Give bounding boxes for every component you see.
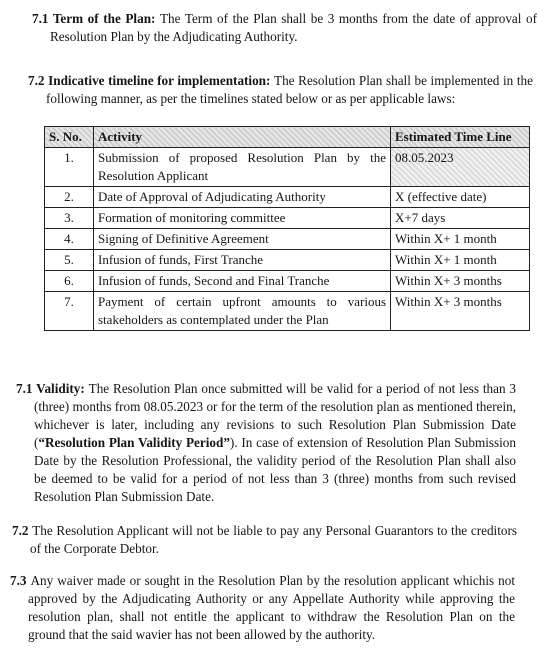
section-text: The Term of the Plan shall be 3 months from the date of approval of Resolution Plan by the Adjudicating Authority. — [50, 11, 537, 44]
table-row — [45, 187, 530, 208]
term-of-plan-paragraph — [32, 10, 537, 46]
section-text: The Resolution Applicant will not be liable to pay any Personal Guarantors to the creditors of the Corporate Debtor. — [30, 523, 518, 556]
table-row — [45, 250, 530, 271]
section-text-continued: ). In case of extension of Resolution Plan Submission Date by the Resolution Professional, the validity period of the Resolution Plan shall also be deemed to be valid for a period of not less than 3 (three) months from such revised Resolution Plan Submission Date. — [34, 435, 516, 504]
section-heading: Term of the Plan: — [52, 11, 160, 26]
section-heading: Validity: — [36, 381, 89, 396]
section-number: 7.2 — [28, 73, 49, 88]
section-number: 7.3 — [10, 573, 31, 588]
validity-paragraph — [16, 380, 516, 506]
table-row — [45, 292, 530, 331]
row-activity: Infusion of funds, Second and Final Tranche — [94, 271, 391, 292]
waiver-paragraph — [10, 572, 515, 644]
implementation-timeline-table — [44, 126, 530, 331]
section-number: 7.1 — [32, 11, 53, 26]
section-number: 7.2 — [12, 523, 33, 538]
row-time: Within X+ 1 month — [391, 229, 530, 250]
section-text: Any waiver made or sought in the Resolution Plan by the resolution applicant whichis not approved by the Adjudicating Authority or any Appellate Authority while approving the resolution plan, shall not entitle the applicant to withdraw the Resolution Plan on the ground that the said wavier has not been allowed by the authority. — [28, 573, 515, 642]
table-row — [45, 271, 530, 292]
row-time: X (effective date) — [391, 187, 530, 208]
section-number: 7.1 — [16, 381, 37, 396]
row-time: 08.05.2023 — [391, 148, 530, 187]
table-row — [45, 148, 530, 187]
row-time: X+7 days — [391, 208, 530, 229]
row-sno: 1. — [45, 148, 94, 187]
row-activity: Infusion of funds, First Tranche — [94, 250, 391, 271]
section-text: The Resolution Plan shall be implemented in the following manner, as per the timelines stated below or as per applicable laws: — [46, 73, 533, 106]
row-sno: 5. — [45, 250, 94, 271]
row-sno: 2. — [45, 187, 94, 208]
timeline-intro-paragraph — [28, 72, 533, 108]
row-sno: 3. — [45, 208, 94, 229]
row-sno: 6. — [45, 271, 94, 292]
row-time: Within X+ 1 month — [391, 250, 530, 271]
table-header-row — [45, 127, 530, 148]
row-time: Within X+ 3 months — [391, 271, 530, 292]
header-sno: S. No. — [45, 127, 94, 148]
table-row — [45, 229, 530, 250]
table-row — [45, 208, 530, 229]
row-activity: Submission of proposed Resolution Plan by the Resolution Applicant — [94, 148, 391, 187]
header-activity: Activity — [94, 127, 391, 148]
header-time: Estimated Time Line — [391, 127, 530, 148]
row-sno: 7. — [45, 292, 94, 331]
row-activity: Payment of certain upfront amounts to various stakeholders as contemplated under the Plan — [94, 292, 391, 331]
defined-term: “Resolution Plan Validity Period” — [38, 435, 230, 450]
personal-guarantors-paragraph — [12, 522, 517, 558]
row-activity: Date of Approval of Adjudicating Authority — [94, 187, 391, 208]
row-activity: Formation of monitoring committee — [94, 208, 391, 229]
row-activity: Signing of Definitive Agreement — [94, 229, 391, 250]
row-time: Within X+ 3 months — [391, 292, 530, 331]
row-sno: 4. — [45, 229, 94, 250]
section-heading: Indicative timeline for implementation: — [48, 73, 275, 88]
section-text: The Resolution Plan once submitted will be valid for a period of not less than 3 (three) months from 08.05.2023 or for the term of the resolution plan as mentioned therein, whichever is later, including any revisions to such Resolution Plan Submission Date ( — [34, 381, 517, 450]
